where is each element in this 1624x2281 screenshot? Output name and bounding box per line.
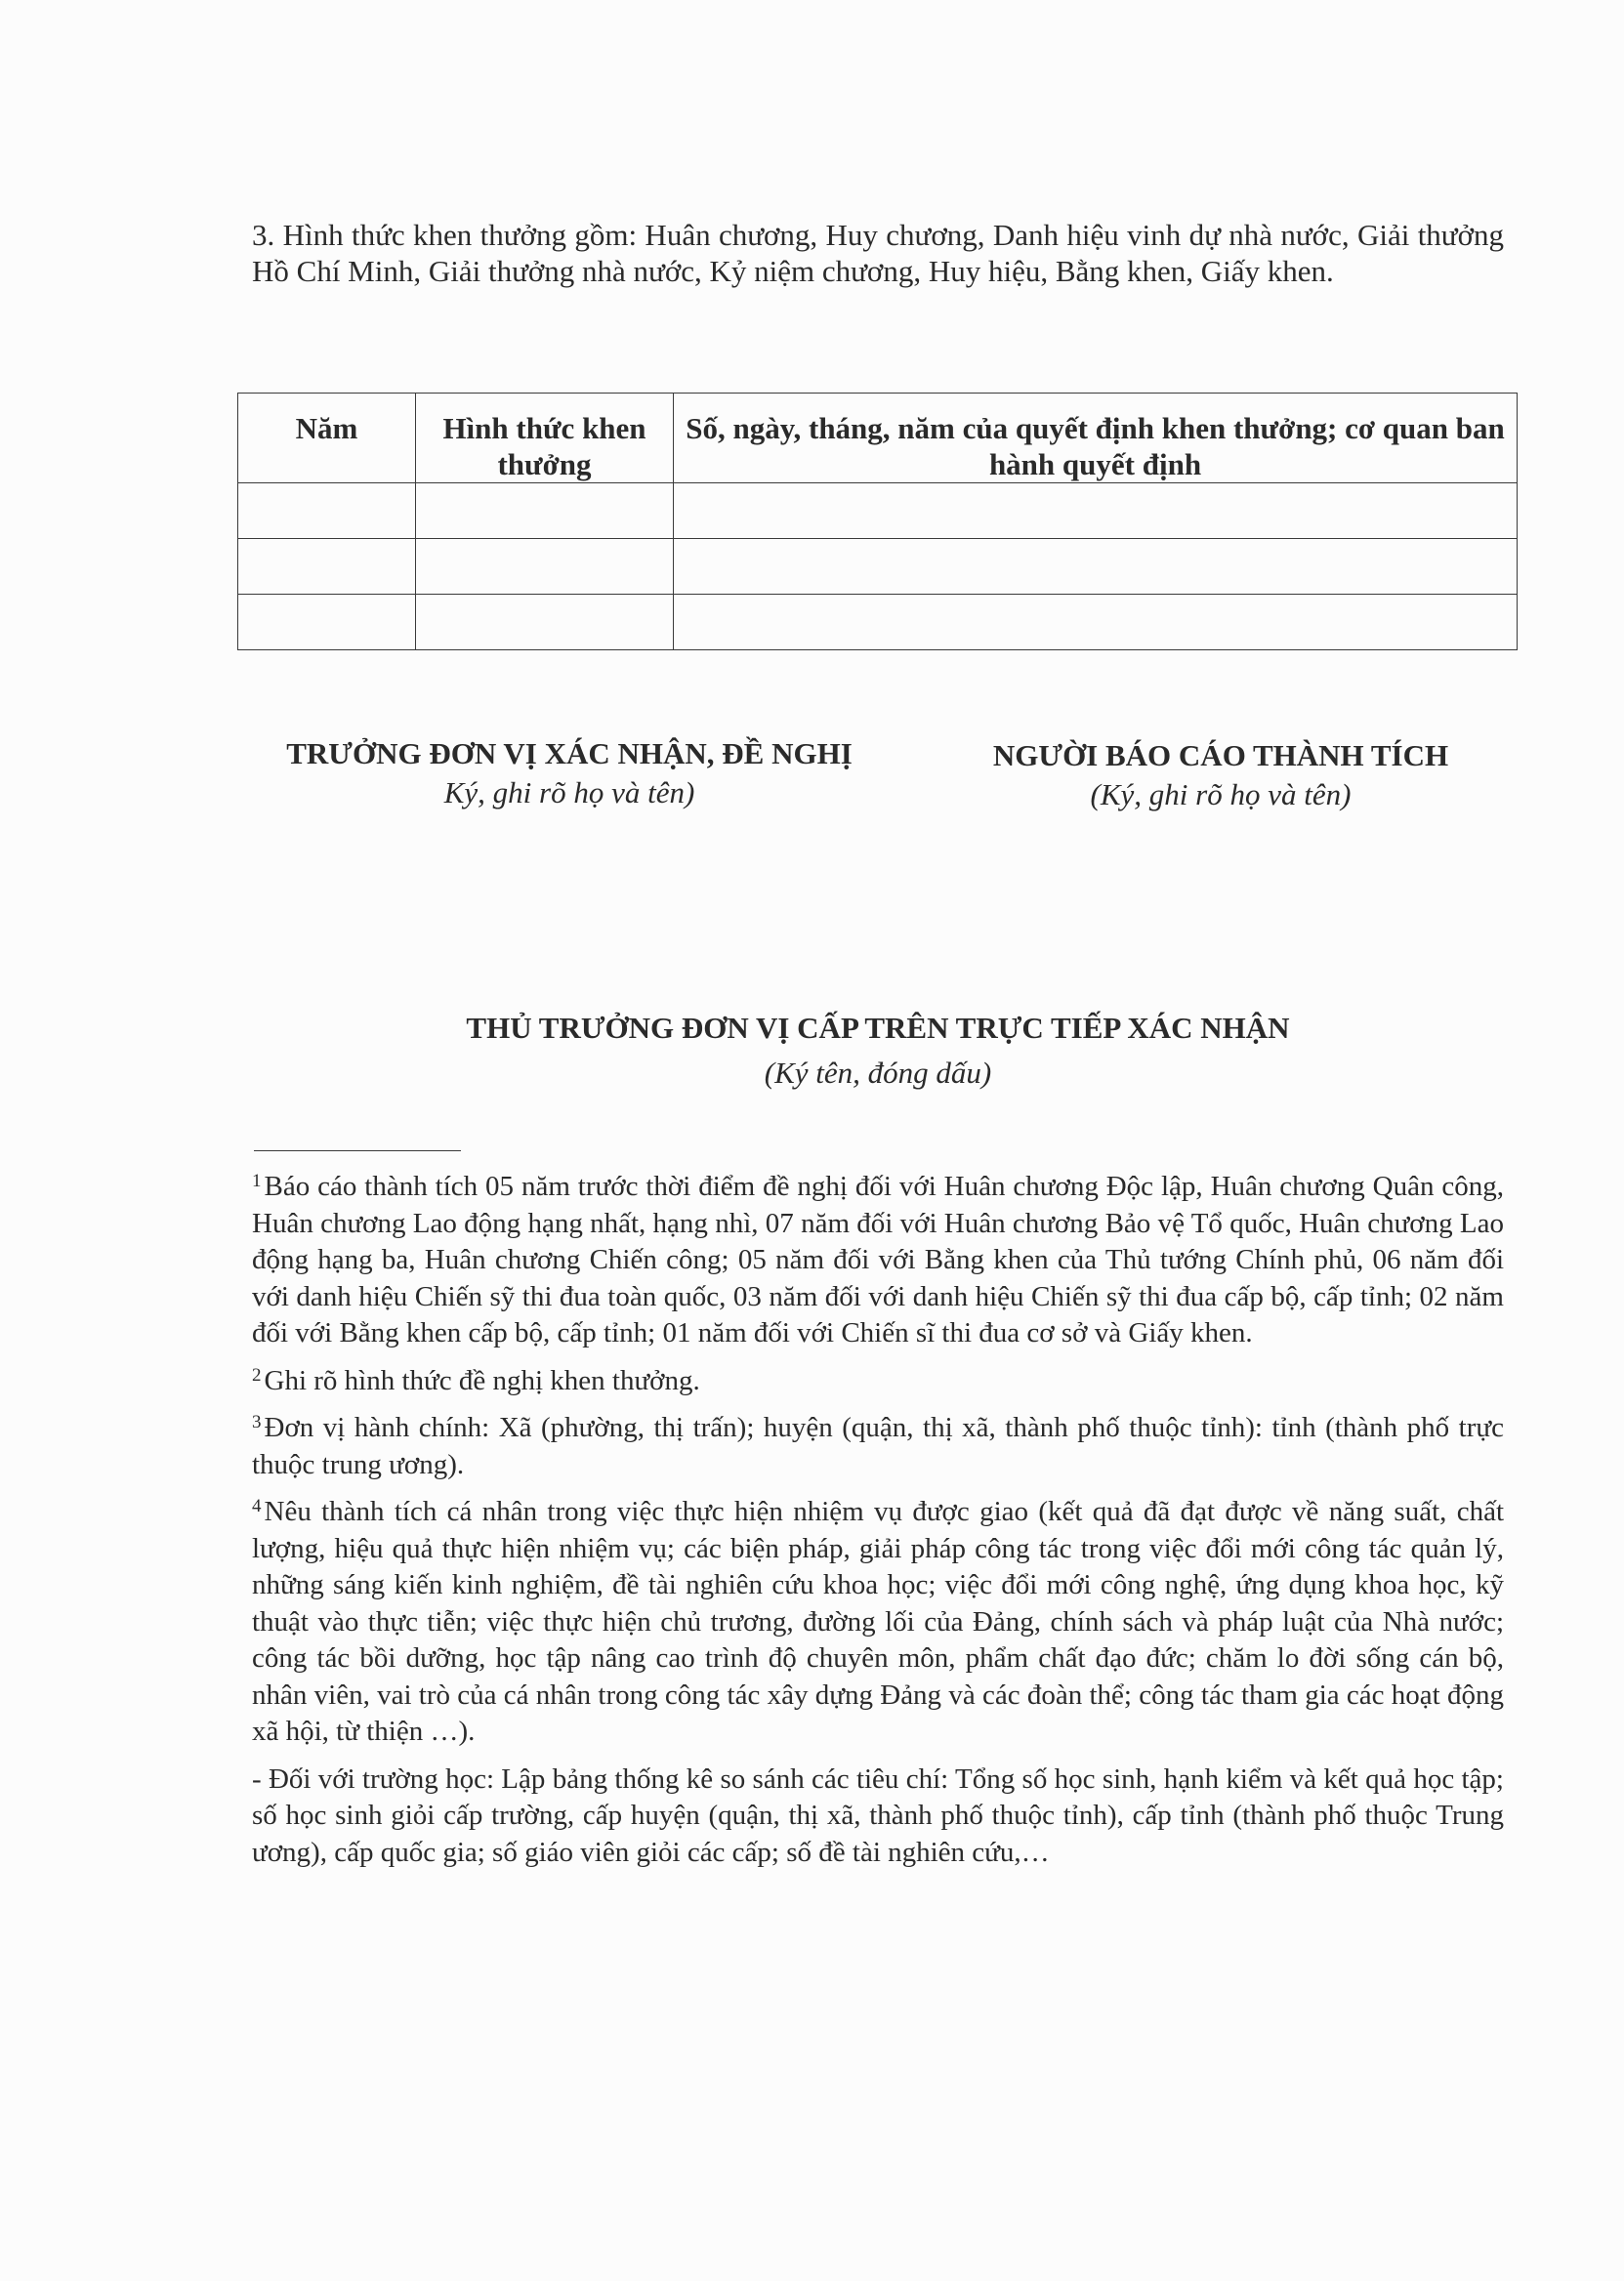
footnote-text: - Đối với trường học: Lập bảng thống kê so sánh các tiêu chí: Tổng số học sinh, hạnh kiểm và kết quả học tập; số học sinh giỏi cấp trường, cấp huyện (quận, thị xã, thành phố thuộc tỉnh), cấp tỉnh (thành phố thuộc Trung ương), cấp quốc gia; số giáo viên giỏi các cấp; số đề tài nghiên cứu,… [252, 1763, 1504, 1868]
footnotes [252, 1169, 1504, 1882]
unit-head-signature-note: Ký, ghi rõ họ và tên) [443, 775, 695, 809]
superior-unit-signature-title: THỦ TRƯỞNG ĐƠN VỊ CẤP TRÊN TRỰC TIẾP XÁC NHẬN [466, 1011, 1290, 1045]
awards-table [237, 393, 1518, 650]
table-cell [674, 595, 1518, 650]
table-row [238, 483, 1518, 539]
table-cell [238, 595, 416, 650]
footnote-4 [252, 1494, 1504, 1751]
superior-unit-signature-block [252, 1006, 1504, 1096]
header-decision-info: Số, ngày, tháng, năm của quyết định khen thưởng; cơ quan ban hành quyết định [674, 394, 1518, 483]
unit-head-signature-block [252, 734, 887, 812]
footnote-1 [252, 1169, 1504, 1352]
footnote-marker: 4 [252, 1496, 262, 1516]
award-forms-paragraph: 3. Hình thức khen thưởng gồm: Huân chương, Huy chương, Danh hiệu vinh dự nhà nước, Giải thưởng Hồ Chí Minh, Giải thưởng nhà nước, Kỷ niệm chương, Huy hiệu, Bằng khen, Giấy khen. [252, 218, 1504, 288]
superior-unit-signature-note: (Ký tên, đóng dấu) [764, 1056, 992, 1090]
footnote-marker: 2 [252, 1364, 262, 1386]
footnote-text: Ghi rõ hình thức đề nghị khen thưởng. [264, 1364, 700, 1396]
table-cell [238, 539, 416, 595]
footnote-4-school-note [252, 1762, 1504, 1872]
unit-head-signature-title: TRƯỞNG ĐƠN VỊ XÁC NHẬN, ĐỀ NGHỊ [286, 736, 853, 770]
reporter-signature-title: NGƯỜI BÁO CÁO THÀNH TÍCH [992, 738, 1449, 772]
header-award-form: Hình thức khen thưởng [416, 394, 674, 483]
reporter-signature-note: (Ký, ghi rõ họ và tên) [1090, 777, 1352, 811]
table-cell [416, 539, 674, 595]
header-year: Năm [238, 394, 416, 483]
footnote-text: Đơn vị hành chính: Xã (phường, thị trấn); huyện (quận, thị xã, thành phố thuộc tỉnh): tỉnh (thành phố trực thuộc trung ương). [252, 1412, 1504, 1480]
footnote-text: Nêu thành tích cá nhân trong việc thực hiện nhiệm vụ được giao (kết quả đã đạt được về năng suất, chất lượng, hiệu quả thực hiện nhiệm vụ; các biện pháp, giải pháp công tác trong việc đổi mới công tác quản lý, những sáng kiến kinh nghiệm, đề tài nghiên cứu khoa học; việc đổi mới công nghệ, ứng dụng khoa học, kỹ thuật vào thực tiễn; việc thực hiện chủ trương, đường lối của Đảng, chính sách và pháp luật của Nhà nước; công tác bồi dưỡng, học tập nâng cao trình độ chuyên môn, phẩm chất đạo đức; chăm lo đời sống cán bộ, nhân viên, vai trò của cá nhân trong công tác xây dựng Đảng và các đoàn thể; công tác tham gia các hoạt động xã hội, từ thiện …). [252, 1496, 1504, 1747]
table-header-row [238, 394, 1518, 483]
table-row [238, 595, 1518, 650]
table-row [238, 539, 1518, 595]
footnote-3 [252, 1410, 1504, 1483]
table-cell [416, 595, 674, 650]
reporter-signature-block [947, 736, 1494, 814]
table-cell [416, 483, 674, 539]
footnote-2 [252, 1363, 1504, 1400]
footnote-marker: 1 [252, 1171, 262, 1191]
table-cell [674, 539, 1518, 595]
footnote-divider [254, 1150, 461, 1151]
table-cell [238, 483, 416, 539]
footnote-marker: 3 [252, 1412, 262, 1432]
footnote-text: Báo cáo thành tích 05 năm trước thời điểm đề nghị đối với Huân chương Độc lập, Huân chương Quân công, Huân chương Lao động hạng nhất, hạng nhì, 07 năm đối với Huân chương Bảo vệ Tổ quốc, Huân chương Lao động hạng ba, Huân chương Chiến công; 05 năm đối với Bằng khen của Thủ tướng Chính phủ, 06 năm đối với danh hiệu Chiến sỹ thi đua toàn quốc, 03 năm đối với danh hiệu Chiến sỹ thi đua cấp bộ, cấp tỉnh; 02 năm đối với Bằng khen cấp bộ, cấp tỉnh; 01 năm đối với Chiến sĩ thi đua cơ sở và Giấy khen. [252, 1171, 1504, 1348]
table-cell [674, 483, 1518, 539]
